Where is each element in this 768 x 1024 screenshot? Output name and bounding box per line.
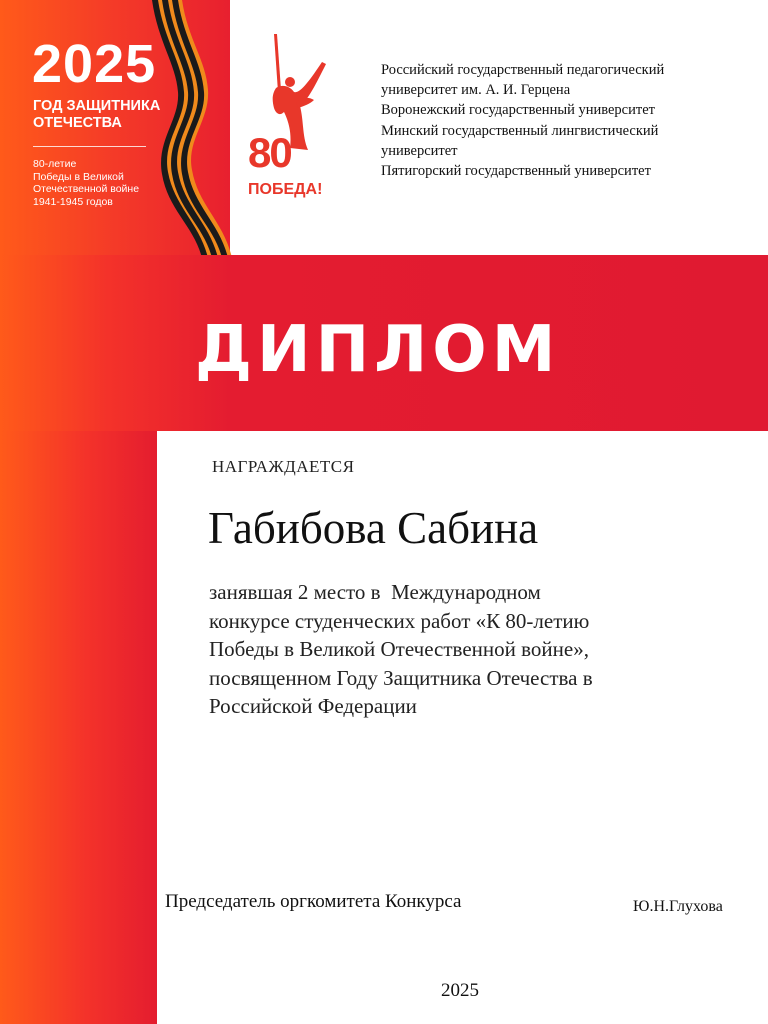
emblem-number: 80 (248, 129, 291, 176)
signature-name: Ю.Н.Глухова (633, 898, 723, 915)
footer-year: 2025 (441, 980, 479, 1001)
organizer-line: университет (381, 142, 458, 159)
badge-subtitle-line: 80-летие (33, 158, 77, 170)
organizers-list (381, 60, 726, 181)
badge-divider (33, 146, 146, 147)
diploma-title: ДИПЛОМ (195, 313, 561, 387)
organizer-line: Минский государственный лингвистический (381, 122, 659, 139)
badge-title (33, 98, 163, 132)
description-line: конкурсе студенческих работ «К 80-летию (209, 608, 590, 633)
organizer-line: Пятигорский государственный университет (381, 163, 651, 180)
organizer-line: Воронежский государственный университет (381, 102, 655, 119)
award-description (209, 578, 729, 721)
badge-subtitle-line: Отечественной войне (33, 183, 140, 195)
signature-role: Председатель оргкомитета Конкурса (165, 891, 462, 912)
badge-subtitle-line: Победы в Великой (33, 170, 124, 183)
organizer-line: университет им. А. И. Герцена (381, 82, 571, 99)
badge-year: 2025 (32, 34, 157, 94)
badge-subtitle (33, 158, 158, 208)
organizer-line: Российский государственный педагогический (381, 62, 665, 78)
description-line: посвященном Году Защитника Отечества в (209, 665, 593, 690)
badge-title-line2: ОТЕЧЕСТВА (33, 115, 122, 131)
awarded-label: НАГРАЖДАЕТСЯ (212, 457, 355, 476)
badge-title-line1: ГОД ЗАЩИТНИКА (33, 98, 161, 114)
badge-subtitle-line: 1941-1945 годов (33, 195, 113, 208)
recipient-name: Габибова Сабина (208, 503, 539, 553)
description-line: Российской Федерации (209, 694, 417, 718)
emblem-word: ПОБЕДА! (248, 181, 323, 198)
description-line: занявшая 2 место в Международном (209, 580, 541, 604)
description-line: Победы в Великой Отечественной войне», (209, 637, 589, 661)
